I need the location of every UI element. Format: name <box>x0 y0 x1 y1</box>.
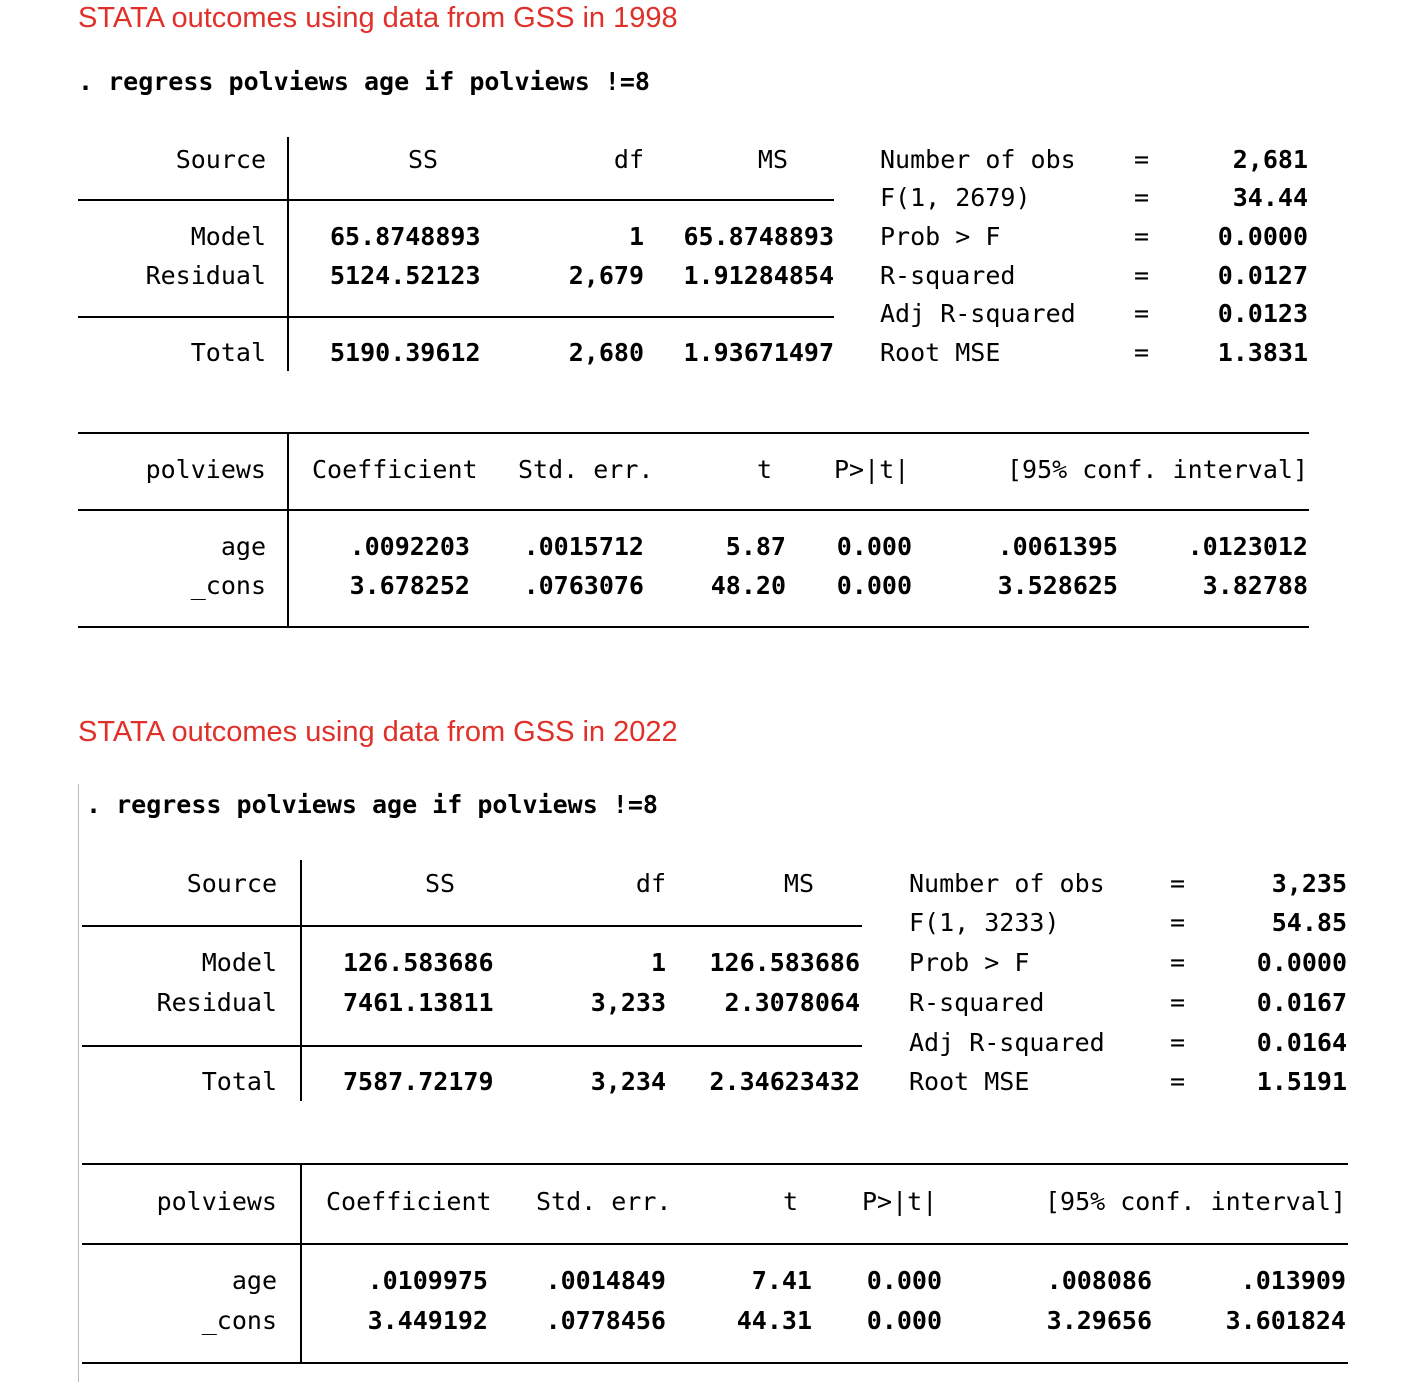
stat-label: F(1, 3233) <box>909 908 1060 937</box>
coef-ci-low: .0061395 <box>997 532 1118 561</box>
anova-df-residual: 2,679 <box>568 261 644 290</box>
coef-var-age: age <box>220 532 266 561</box>
anova-header-ss: SS <box>407 145 439 174</box>
stat-label: R-squared <box>909 988 1045 1017</box>
divider <box>300 1163 302 1363</box>
anova-df-model: 1 <box>650 948 666 977</box>
coef-stderr: .0014849 <box>545 1266 666 1295</box>
anova-ms-total: 1.93671497 <box>683 338 834 367</box>
stat-value: 1.3831 <box>1217 338 1308 367</box>
divider <box>78 432 1309 434</box>
divider <box>287 137 289 371</box>
divider <box>78 199 834 201</box>
stat-value: 0.0167 <box>1256 988 1347 1017</box>
command-line: . regress polviews age if polviews !=8 <box>86 790 658 819</box>
stat-equals: = <box>1134 183 1150 212</box>
anova-source-residual: Residual <box>156 988 277 1017</box>
coef-p: 0.000 <box>866 1266 942 1295</box>
stat-value: 3,235 <box>1271 869 1347 898</box>
coef-p: 0.000 <box>866 1306 942 1335</box>
coef-depvar: polviews <box>156 1187 277 1216</box>
coef-var-age: age <box>231 1266 277 1295</box>
coef-header-p: P>|t| <box>834 455 910 484</box>
anova-ms-residual: 2.3078064 <box>724 988 860 1017</box>
coef-stderr: .0778456 <box>545 1306 666 1335</box>
divider <box>82 1362 1348 1364</box>
anova-ss-residual: 7461.13811 <box>343 988 494 1017</box>
stat-label: Adj R-squared <box>880 299 1076 328</box>
anova-header-ss: SS <box>424 869 456 898</box>
stat-label: Number of obs <box>880 145 1076 174</box>
anova-ms-model: 126.583686 <box>709 948 860 977</box>
stat-label: Prob > F <box>909 948 1030 977</box>
coef-t: 44.31 <box>736 1306 812 1335</box>
coef-value: .0109975 <box>367 1266 488 1295</box>
divider <box>300 860 302 1101</box>
stat-equals: = <box>1170 1067 1186 1096</box>
coef-var-cons: _cons <box>201 1306 277 1335</box>
stat-equals: = <box>1170 948 1186 977</box>
stat-value: 1.5191 <box>1256 1067 1347 1096</box>
coef-stderr: .0015712 <box>523 532 644 561</box>
stat-equals: = <box>1170 1028 1186 1057</box>
anova-header-ms: MS <box>783 869 814 898</box>
coef-header-ci: [95% conf. interval] <box>1006 455 1308 484</box>
anova-ss-total: 7587.72179 <box>343 1067 494 1096</box>
anova-source-model: Model <box>201 948 277 977</box>
stat-label: R-squared <box>880 261 1016 290</box>
coef-header-stderr: Std. err. <box>518 455 654 484</box>
stat-equals: = <box>1170 908 1186 937</box>
anova-ss-model: 65.8748893 <box>330 222 481 251</box>
stat-value: 0.0127 <box>1217 261 1308 290</box>
anova-ss-model: 126.583686 <box>343 948 494 977</box>
coef-ci-high: 3.601824 <box>1225 1306 1346 1335</box>
anova-header-df: df <box>613 145 644 174</box>
divider <box>287 432 289 628</box>
anova-df-model: 1 <box>628 222 644 251</box>
screenshot-edge <box>78 784 79 1382</box>
coef-value: 3.678252 <box>349 571 470 600</box>
divider <box>78 509 1309 511</box>
stat-label: Adj R-squared <box>909 1028 1105 1057</box>
coef-t: 48.20 <box>710 571 786 600</box>
stat-value: 0.0164 <box>1256 1028 1347 1057</box>
anova-df-total: 2,680 <box>568 338 644 367</box>
divider <box>78 316 834 318</box>
coef-header-stderr: Std. err. <box>536 1187 672 1216</box>
stat-label: Number of obs <box>909 869 1105 898</box>
anova-ms-residual: 1.91284854 <box>683 261 834 290</box>
stat-equals: = <box>1134 222 1150 251</box>
stat-label: F(1, 2679) <box>880 183 1031 212</box>
stat-value: 0.0000 <box>1217 222 1308 251</box>
stat-value: 2,681 <box>1232 145 1308 174</box>
divider <box>78 626 1309 628</box>
stat-equals: = <box>1170 869 1186 898</box>
coef-t: 5.87 <box>725 532 786 561</box>
coef-header-t: t <box>782 1187 798 1216</box>
section-title-2022: STATA outcomes using data from GSS in 2022 <box>78 716 678 748</box>
stat-value: 0.0000 <box>1256 948 1347 977</box>
divider <box>82 1243 1348 1245</box>
stat-value: 0.0123 <box>1217 299 1308 328</box>
divider <box>82 1163 1348 1165</box>
anova-ss-residual: 5124.52123 <box>330 261 481 290</box>
stat-equals: = <box>1134 338 1150 367</box>
stat-equals: = <box>1170 988 1186 1017</box>
anova-header-ms: MS <box>757 145 788 174</box>
coef-ci-high: .013909 <box>1240 1266 1346 1295</box>
anova-source-total: Total <box>190 338 266 367</box>
anova-df-total: 3,234 <box>590 1067 666 1096</box>
coef-value: 3.449192 <box>367 1306 488 1335</box>
coef-value: .0092203 <box>349 532 470 561</box>
section-title-1998: STATA outcomes using data from GSS in 1998 <box>78 2 678 34</box>
coef-var-cons: _cons <box>190 571 266 600</box>
stat-equals: = <box>1134 299 1150 328</box>
stat-label: Root MSE <box>880 338 1001 367</box>
stat-label: Prob > F <box>880 222 1001 251</box>
coef-depvar: polviews <box>145 455 266 484</box>
anova-ms-model: 65.8748893 <box>683 222 834 251</box>
coef-header-t: t <box>756 455 772 484</box>
anova-source-residual: Residual <box>145 261 266 290</box>
coef-header-coefficient: Coefficient <box>312 455 478 484</box>
stat-label: Root MSE <box>909 1067 1030 1096</box>
coef-ci-high: 3.82788 <box>1202 571 1308 600</box>
divider <box>82 925 862 927</box>
coef-t: 7.41 <box>751 1266 812 1295</box>
anova-source-total: Total <box>201 1067 277 1096</box>
anova-source-model: Model <box>190 222 266 251</box>
coef-ci-low: 3.528625 <box>997 571 1118 600</box>
coef-ci-high: .0123012 <box>1187 532 1308 561</box>
anova-header-source: Source <box>186 869 277 898</box>
anova-df-residual: 3,233 <box>590 988 666 1017</box>
coef-header-ci: [95% conf. interval] <box>1044 1187 1346 1216</box>
coef-header-p: P>|t| <box>862 1187 938 1216</box>
anova-ms-total: 2.34623432 <box>709 1067 860 1096</box>
command-line: . regress polviews age if polviews !=8 <box>78 67 650 96</box>
divider <box>82 1045 862 1047</box>
stat-equals: = <box>1134 145 1150 174</box>
anova-ss-total: 5190.39612 <box>330 338 481 367</box>
coef-ci-low: .008086 <box>1046 1266 1152 1295</box>
anova-header-source: Source <box>175 145 266 174</box>
coef-p: 0.000 <box>836 532 912 561</box>
stat-value: 54.85 <box>1271 908 1347 937</box>
anova-header-df: df <box>635 869 666 898</box>
coef-ci-low: 3.29656 <box>1046 1306 1152 1335</box>
stat-value: 34.44 <box>1232 183 1308 212</box>
stat-equals: = <box>1134 261 1150 290</box>
coef-header-coefficient: Coefficient <box>326 1187 492 1216</box>
coef-stderr: .0763076 <box>523 571 644 600</box>
coef-p: 0.000 <box>836 571 912 600</box>
